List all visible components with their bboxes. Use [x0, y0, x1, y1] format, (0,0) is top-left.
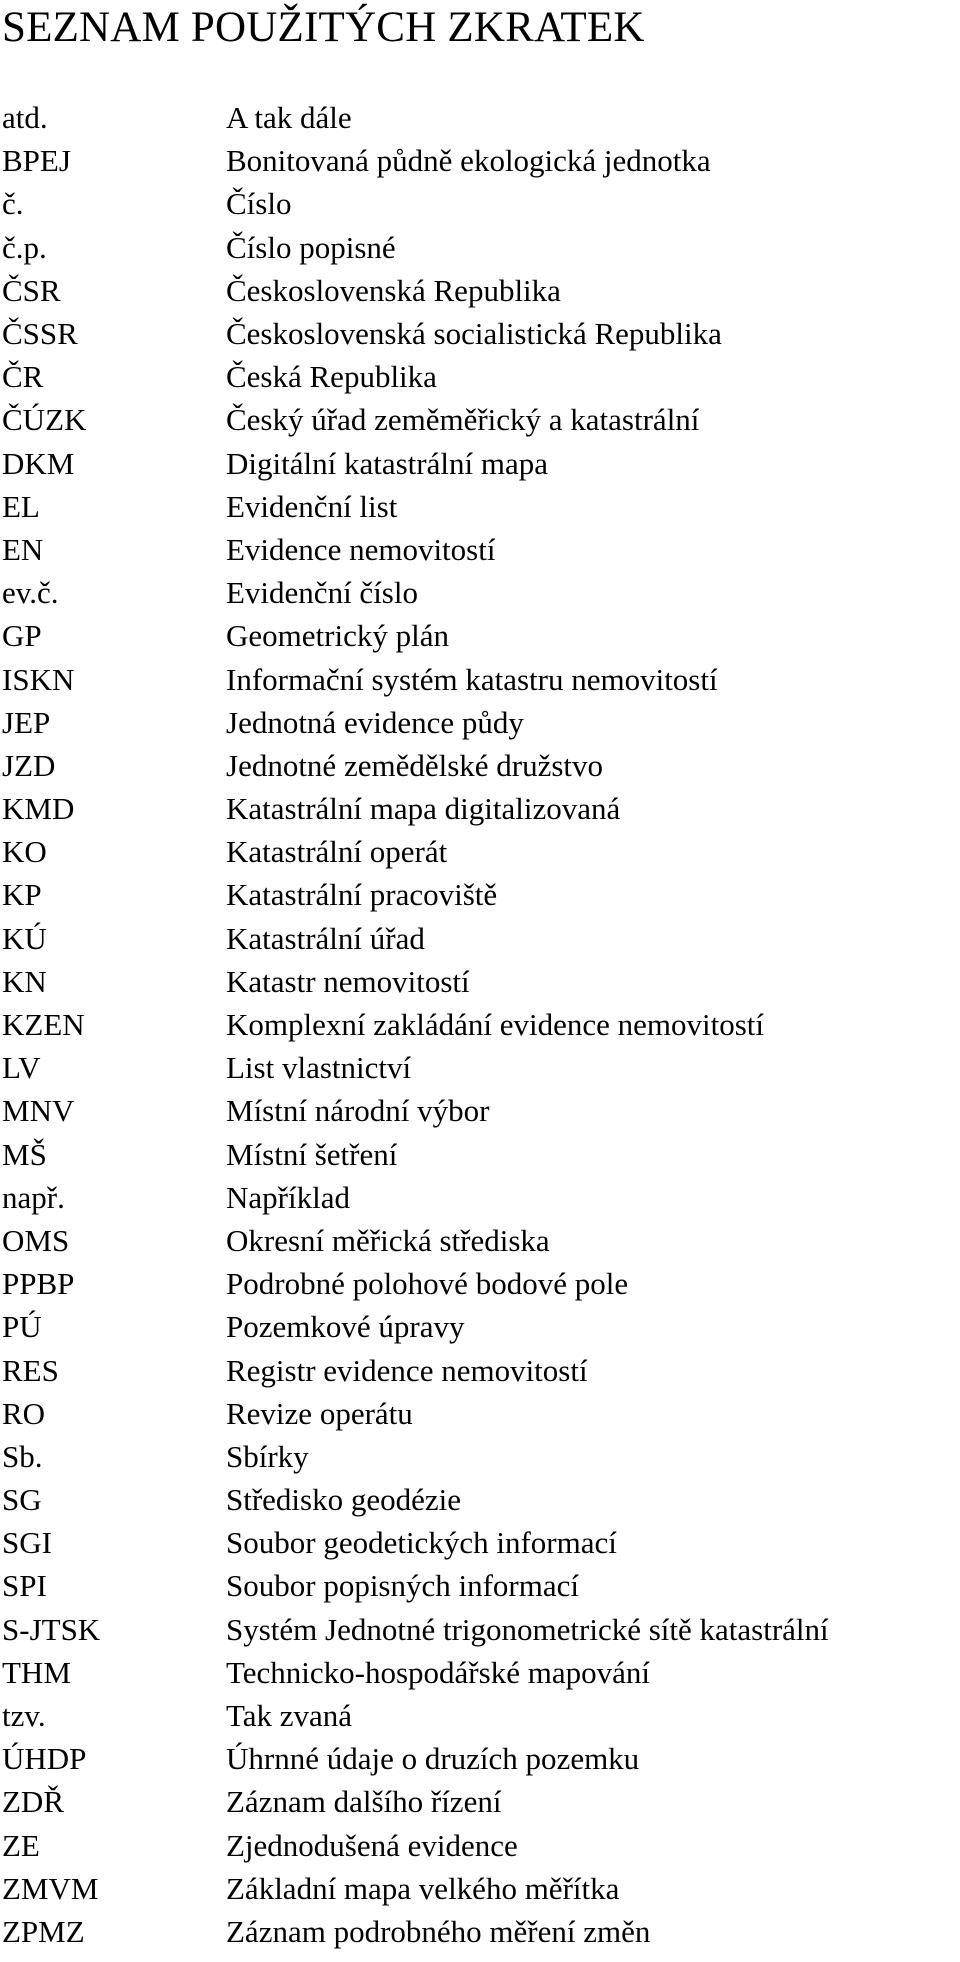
abbreviation-term: RO — [2, 1395, 46, 1431]
abbreviation-term: SPI — [2, 1568, 47, 1604]
abbreviation-meaning: Evidenční číslo — [226, 575, 418, 611]
list-item — [0, 182, 960, 225]
list-item — [0, 312, 960, 355]
abbreviation-meaning: Pozemkové úpravy — [226, 1309, 465, 1345]
abbreviation-meaning: Komplexní zakládání evidence nemovitostí — [226, 1007, 765, 1043]
abbreviation-meaning: Revize operátu — [226, 1395, 413, 1431]
abbreviation-meaning: Základní mapa velkého měřítka — [226, 1870, 620, 1906]
list-item — [0, 269, 960, 312]
abbreviation-term: MNV — [2, 1093, 75, 1129]
abbreviation-term: ZPMZ — [2, 1913, 85, 1949]
list-item — [0, 1824, 960, 1867]
list-item — [0, 1694, 960, 1737]
abbreviation-meaning: Jednotná evidence půdy — [226, 704, 524, 740]
list-item — [0, 1737, 960, 1780]
abbreviation-meaning: Okresní měřická střediska — [226, 1222, 550, 1258]
abbreviation-meaning: Katastrální operát — [226, 834, 448, 870]
abbreviation-meaning: Registr evidence nemovitostí — [226, 1352, 588, 1388]
abbreviation-term: KÚ — [2, 920, 47, 956]
abbreviation-meaning: Číslo popisné — [226, 229, 396, 265]
list-item — [0, 485, 960, 528]
abbreviation-meaning: Soubor geodetických informací — [226, 1525, 617, 1561]
list-item — [0, 873, 960, 916]
abbreviation-term: EL — [2, 488, 40, 524]
list-item — [0, 1435, 960, 1478]
abbreviation-term: ev.č. — [2, 575, 59, 611]
list-item — [0, 830, 960, 873]
abbreviation-term: S-JTSK — [2, 1611, 101, 1647]
abbreviation-meaning: Katastrální mapa digitalizovaná — [226, 791, 621, 827]
abbreviation-meaning: Česká Republika — [226, 359, 437, 395]
list-item — [0, 744, 960, 787]
abbreviation-term: ČSR — [2, 272, 61, 308]
list-item — [0, 442, 960, 485]
abbreviation-meaning: Například — [226, 1179, 350, 1215]
abbreviation-meaning: Zjednodušená evidence — [226, 1827, 518, 1863]
abbreviation-term: ISKN — [2, 661, 75, 697]
abbreviation-meaning: Úhrnné údaje o druzích pozemku — [226, 1741, 640, 1777]
abbreviation-meaning: Geometrický plán — [226, 618, 449, 654]
abbreviation-term: EN — [2, 531, 44, 567]
list-item — [0, 96, 960, 139]
abbreviation-meaning: Záznam podrobného měření změn — [226, 1913, 651, 1949]
abbreviation-term: ČSSR — [2, 316, 78, 352]
abbreviation-meaning: Technicko-hospodářské mapování — [226, 1654, 650, 1690]
abbreviation-term: KMD — [2, 791, 75, 827]
abbreviation-term: MŠ — [2, 1136, 47, 1172]
abbreviation-meaning: Československá socialistická Republika — [226, 316, 722, 352]
list-item — [0, 960, 960, 1003]
abbreviation-list — [0, 96, 960, 1953]
abbreviation-term: DKM — [2, 445, 75, 481]
list-item — [0, 787, 960, 830]
abbreviation-meaning: Záznam dalšího řízení — [226, 1784, 502, 1820]
abbreviation-meaning: Místní šetření — [226, 1136, 398, 1172]
abbreviation-meaning: List vlastnictví — [226, 1050, 412, 1086]
abbreviation-meaning: Digitální katastrální mapa — [226, 445, 548, 481]
list-item — [0, 1651, 960, 1694]
abbreviation-term: RES — [2, 1352, 59, 1388]
abbreviation-meaning: Středisko geodézie — [226, 1482, 462, 1518]
abbreviation-term: JZD — [2, 747, 56, 783]
abbreviation-term: ZE — [2, 1827, 40, 1863]
abbreviation-meaning: Místní národní výbor — [226, 1093, 490, 1129]
abbreviation-meaning: Bonitovaná půdně ekologická jednotka — [226, 143, 711, 179]
abbreviation-term: LV — [2, 1050, 41, 1086]
list-item — [0, 1910, 960, 1953]
abbreviation-term: BPEJ — [2, 143, 71, 179]
abbreviation-meaning: Evidence nemovitostí — [226, 531, 496, 567]
abbreviation-term: THM — [2, 1654, 71, 1690]
abbreviation-meaning: Číslo — [226, 186, 292, 222]
list-item — [0, 355, 960, 398]
abbreviation-meaning: Tak zvaná — [226, 1698, 353, 1734]
list-item — [0, 701, 960, 744]
abbreviation-meaning: Evidenční list — [226, 488, 398, 524]
list-item — [0, 1003, 960, 1046]
list-item — [0, 1392, 960, 1435]
list-item — [0, 1780, 960, 1823]
list-item — [0, 614, 960, 657]
abbreviation-term: GP — [2, 618, 42, 654]
abbreviation-term: ZDŘ — [2, 1784, 64, 1820]
abbreviation-term: SG — [2, 1482, 42, 1518]
list-item — [0, 1089, 960, 1132]
list-item — [0, 1564, 960, 1607]
abbreviation-meaning: Podrobné polohové bodové pole — [226, 1266, 629, 1302]
list-item — [0, 1219, 960, 1262]
abbreviation-term: č.p. — [2, 229, 47, 265]
abbreviation-term: Sb. — [2, 1438, 43, 1474]
abbreviation-term: KP — [2, 877, 42, 913]
abbreviation-term: KZEN — [2, 1007, 85, 1043]
abbreviation-term: PPBP — [2, 1266, 75, 1302]
list-item — [0, 1262, 960, 1305]
abbreviation-term: JEP — [2, 704, 51, 740]
abbreviation-meaning: Český úřad zeměměřický a katastrální — [226, 402, 700, 438]
list-item — [0, 1176, 960, 1219]
abbreviation-meaning: Katastrální úřad — [226, 920, 425, 956]
list-item — [0, 1305, 960, 1348]
abbreviation-meaning: Katastrální pracoviště — [226, 877, 498, 913]
abbreviation-term: KN — [2, 963, 47, 999]
abbreviation-term: ČÚZK — [2, 402, 87, 438]
list-item — [0, 1608, 960, 1651]
page-title: SEZNAM POUŽITÝCH ZKRATEK — [2, 4, 645, 51]
abbreviation-meaning: Soubor popisných informací — [226, 1568, 580, 1604]
abbreviation-term: ČR — [2, 359, 44, 395]
list-item — [0, 1521, 960, 1564]
abbreviation-term: ÚHDP — [2, 1741, 87, 1777]
abbreviation-term: PÚ — [2, 1309, 42, 1345]
abbreviation-term: atd. — [2, 100, 48, 136]
abbreviation-term: KO — [2, 834, 47, 870]
list-item — [0, 917, 960, 960]
list-item — [0, 528, 960, 571]
list-item — [0, 657, 960, 700]
list-item — [0, 1867, 960, 1910]
abbreviation-term: OMS — [2, 1222, 70, 1258]
abbreviation-term: č. — [2, 186, 24, 222]
list-item — [0, 1348, 960, 1391]
list-item — [0, 226, 960, 269]
list-item — [0, 1046, 960, 1089]
list-item — [0, 139, 960, 182]
abbreviation-meaning: Jednotné zemědělské družstvo — [226, 747, 604, 783]
abbreviation-term: např. — [2, 1179, 65, 1215]
abbreviation-term: tzv. — [2, 1698, 46, 1734]
list-item — [0, 1133, 960, 1176]
abbreviation-meaning: Systém Jednotné trigonometrické sítě katastrální — [226, 1611, 829, 1647]
list-item — [0, 1478, 960, 1521]
abbreviation-term: SGI — [2, 1525, 52, 1561]
list-item — [0, 398, 960, 441]
abbreviation-term: ZMVM — [2, 1870, 99, 1906]
list-item — [0, 571, 960, 614]
abbreviation-meaning: Československá Republika — [226, 272, 561, 308]
abbreviation-meaning: Sbírky — [226, 1438, 309, 1474]
abbreviation-meaning: Informační systém katastru nemovitostí — [226, 661, 718, 697]
abbreviation-meaning: A tak dále — [226, 100, 352, 136]
abbreviation-meaning: Katastr nemovitostí — [226, 963, 470, 999]
